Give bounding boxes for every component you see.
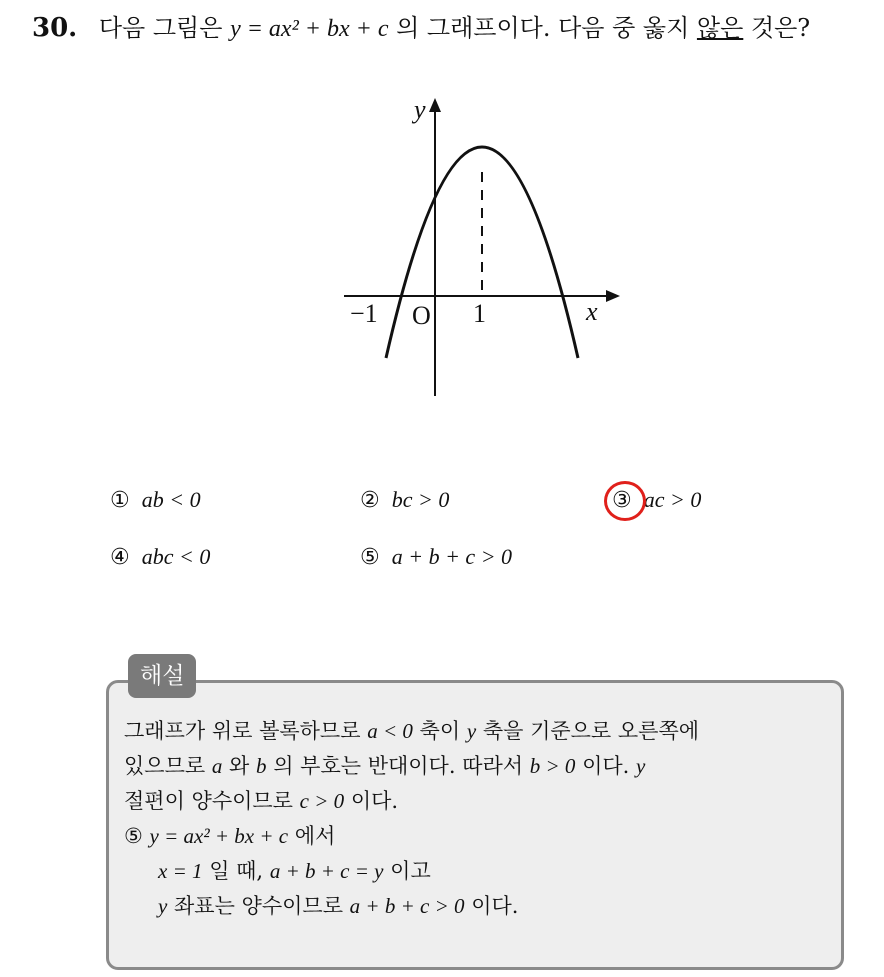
question-prefix: 다음 그림은 [98, 14, 223, 42]
choice-3[interactable]: ③ ac > 0 [612, 487, 702, 513]
question-text [32, 8, 810, 43]
solution-line-5: x = 1 일 때, a + b + c = y 이고 [158, 859, 431, 883]
question-equation: y = ax² + bx + c [230, 16, 389, 42]
solution-line-2: 있으므로 a 와 b 의 부호는 반대이다. 따라서 b > 0 이다. y [124, 754, 646, 778]
solution-line-1: 그래프가 위로 볼록하므로 a < 0 축이 y 축을 기준으로 오른쪽에 [124, 719, 700, 743]
y-axis-label: y [414, 95, 426, 124]
x-axis-arrow [606, 290, 620, 302]
answer-mark-circle [604, 481, 646, 521]
solution-line-3: 절편이 양수이므로 c > 0 이다. [124, 789, 399, 813]
solution-line-4: ⑤ y = ax² + bx + c 에서 [124, 824, 336, 848]
question-suffix: 것은? [750, 14, 811, 42]
tick-label-1: 1 [473, 299, 486, 328]
solution-tab: 해설 [128, 654, 196, 698]
question-mid: 의 그래프이다. 다음 중 옳지 [396, 14, 690, 42]
x-axis-label: x [586, 297, 598, 326]
solution-line-6: y 좌표는 양수이므로 a + b + c > 0 이다. [158, 894, 519, 918]
choice-1[interactable]: ① ab < 0 [110, 487, 201, 513]
solution-text [124, 714, 834, 924]
tick-label-neg1: −1 [350, 299, 378, 328]
origin-label: O [412, 301, 431, 330]
choice-2[interactable]: ② bc > 0 [360, 487, 450, 513]
question-number: 30. [32, 13, 78, 43]
parabola-graph [330, 90, 630, 402]
choice-4[interactable]: ④ abc < 0 [110, 544, 211, 570]
y-axis-arrow [429, 98, 441, 112]
choice-5[interactable]: ⑤ a + b + c > 0 [360, 544, 513, 570]
question-emphasis: 않은 [696, 14, 744, 42]
